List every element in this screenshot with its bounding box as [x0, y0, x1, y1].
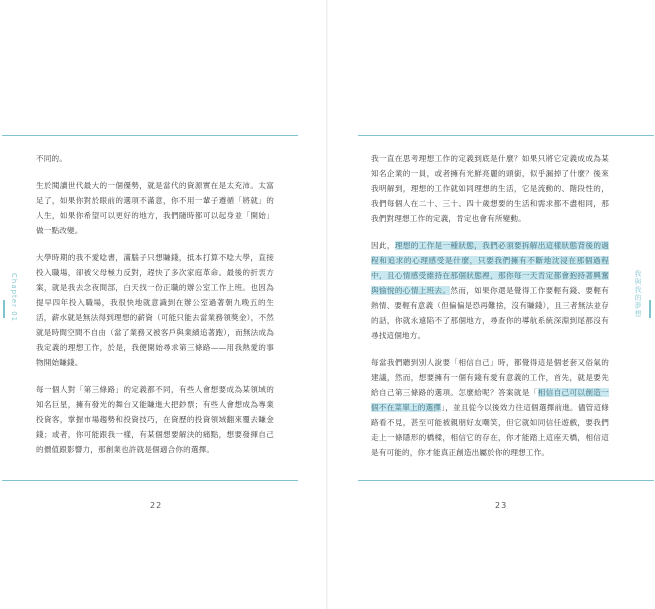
highlighted-passage: 理想的工作是一種狀態，我們必須要拆解出這樣狀態背後的過程和追求的心理感受是什麼，只要我們擁有不斷地沈浸在那個過程中，且心情感受維持在那個狀態裡，那你每一天肯定都會抱持著興奮與愉悅的心情上班去。: [371, 241, 610, 295]
page-number: 22: [150, 501, 163, 510]
paragraph-rest: 然而，如果你還是覺得工作要輕有錢、要輕有熱情、要輕有意義（但偏偏是恐再難捨，沒有賺錢），且三者無法並存的話，你就永遠陷不了那個地方，尋查你的導航系統深淵到尾都沒有尋找這個地方。: [371, 286, 610, 340]
top-rule: [2, 135, 298, 136]
page-number: 23: [495, 501, 508, 510]
paragraph-lead: 因此，: [371, 241, 395, 250]
paragraph: 我一直在思考理想工作的定義到底是什麼？如果只將它定義成成為某知名企業的一員，或者擁有光鮮亮麗的頭銜，似乎漏掉了什麼？後來我明解到，理想的工作就如同理想的生活，它是流動的、階段性的，我們每個人在二十、三十、四十歲想要的生活和需求都不盡相同，那我們對理想工作的定義，肯定也會有所變動。: [371, 154, 609, 223]
section-marker: [649, 300, 651, 318]
chapter-side-tab: Chapter 01: [10, 273, 18, 323]
top-rule: [358, 135, 654, 136]
chapter-marker: [3, 300, 5, 318]
left-page: [0, 0, 327, 609]
paragraph: 生於閱讀世代最大的一個優勢，就是當代的資源實在是太充沛。太富足了，如果你對於眼前的選項不滿意，你不用一輩子遵循「將就」的人生，如果你希望可以更好的地方，我們隨時都可以起身並「開始」做一點改變。: [36, 181, 274, 235]
paragraph-lead: 每當我們聽到別人說要「相信自己」時，都覺得這是個老套又俗氣的建議，然而，想要擁有一個有錢有愛有意義的工作，首先，就是要先給自己第三條路的選項。怎麼給呢？答案就是「: [371, 358, 609, 397]
bottom-rule: [2, 480, 298, 481]
right-body-text: [371, 151, 609, 472]
paragraph: 每一個人對「第三條路」的定義都不同，有些人會想要成為某領域的知名巨星，擁有發光的舞台又能賺進大把鈔票；有些人會想成為專業投資客，掌握市場趨勢和投資技巧，在資歷的投資領域翻來覆去賺金錢；或者，你可能跟我一樣，有某個想要解決的痛點，想要發揮自己的價值跟影響力，那創業也許就是個適合你的選擇。: [36, 385, 274, 454]
paragraph: [371, 238, 609, 343]
paragraph: 大學時期的我不愛唸書，滿腦子只想賺錢，抵本打算不唸大學，直接投入職場，卻被父母極力反對，趕快了多次家庭革命。最後的折衷方案，就是我去念夜間部，白天找一份正職的辦公室工作上班。也因為提早四年投入職場，我很快地就意識到在辦公室過著朝九晚五的生活，薪水就是無法得到理想的薪資（可能只能去當業務領獎金），不然就是時間空間不自由（當了業務又被客戶與業績追著跑），而無法成為我定義的理想工作，於是，我便開始尋求第三條路——用我熱愛的事物開始賺錢。: [36, 253, 274, 367]
paragraph: 不同的。: [36, 154, 67, 163]
section-side-tab: 我與我的夢想: [634, 270, 642, 318]
paragraph: [371, 355, 609, 460]
highlighted-passage: 相信自己可以創造一個不在菜單上的選擇: [371, 388, 609, 412]
bottom-rule: [358, 480, 654, 481]
left-body-text: [36, 151, 274, 469]
paragraph-rest: 」，並且從今以後效力往這個選擇前進。儘管這條路看不見，甚至可能被親朋好友嘲笑，但它就如同信任遊戲，要我們走上一條隱形的橋樑，相信它的存在，你才能踏上這座天橋，相信這是有可能的，你才能真正創造出屬於你的理想工作。: [371, 403, 609, 457]
right-page: [328, 0, 655, 609]
